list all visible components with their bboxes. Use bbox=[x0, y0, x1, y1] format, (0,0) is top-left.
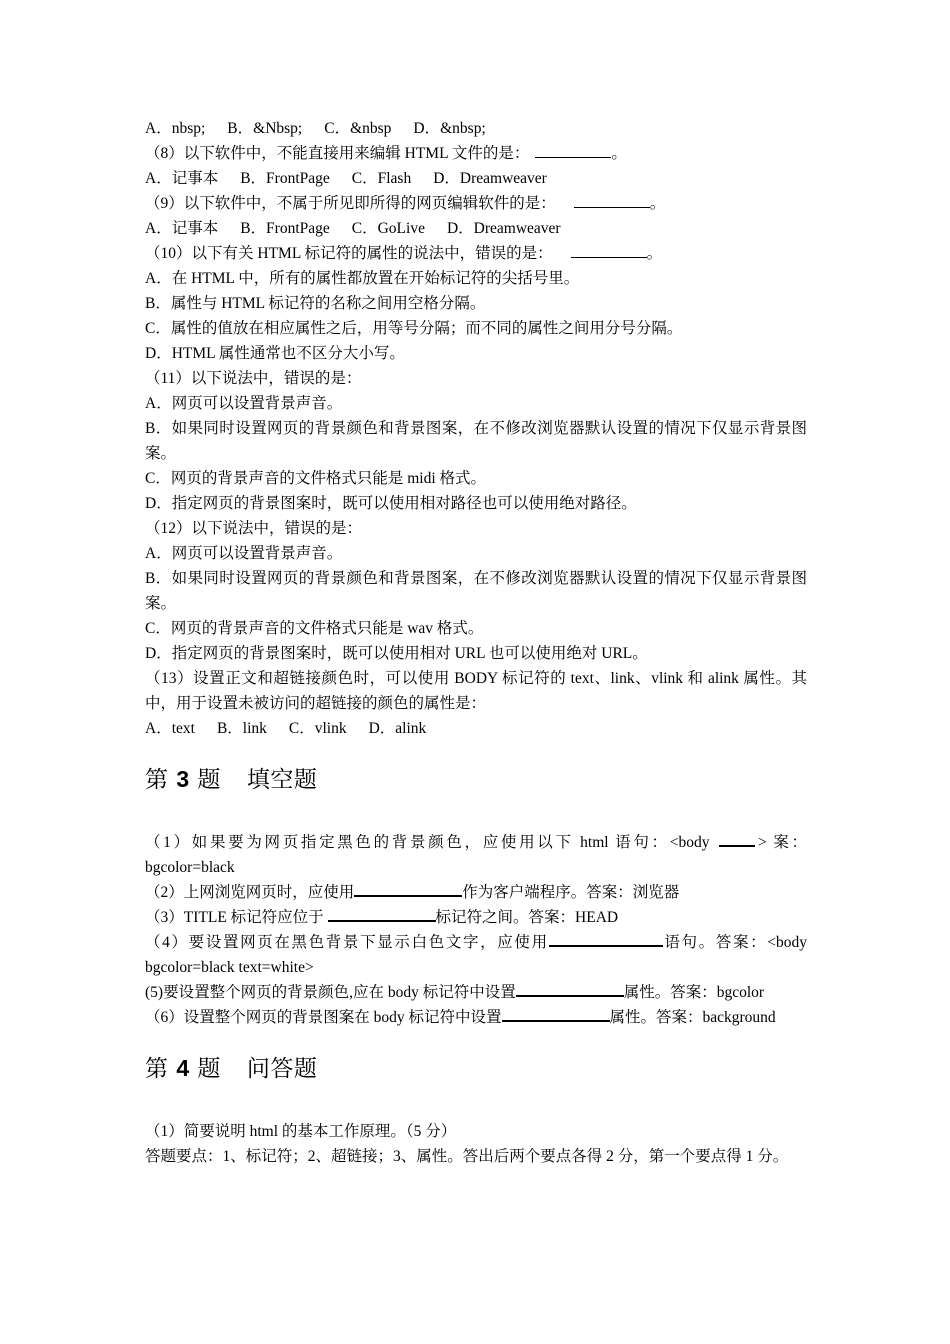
option-a: A．nbsp; bbox=[145, 120, 206, 137]
fill-item-2: （2）上网浏览网页时，应使用 作为客户端程序。答案：浏览器 bbox=[145, 880, 807, 905]
fill-item-6: （6）设置整个网页的背景图案在 body 标记符中设置 属性。答案：background bbox=[145, 1005, 807, 1030]
answer-blank bbox=[328, 906, 436, 922]
option-d: D．&nbsp; bbox=[413, 120, 486, 137]
option-c: C．&nbsp bbox=[324, 120, 392, 137]
answer-blank bbox=[574, 193, 650, 208]
section-3-heading: 第 3 题 填空题 bbox=[145, 766, 318, 793]
q10-option-c: C．属性的值放在相应属性之后，用等号分隔；而不同的属性之间用分号分隔。 bbox=[145, 320, 683, 337]
section-title: 问答题 bbox=[246, 1056, 318, 1082]
option-a: A．记事本 bbox=[145, 220, 219, 237]
option-d: D．Dreamweaver bbox=[446, 220, 561, 237]
option-d: D．Dreamweaver bbox=[433, 170, 547, 187]
qa-answer-1: 答题要点：1、标记符；2、超链接；3、属性。答出后两个要点各得 2 分，第一个要点得 1 分。 bbox=[145, 1148, 789, 1165]
option-a: A．text bbox=[145, 720, 195, 737]
q11-option-a: A．网页可以设置背景声音。 bbox=[145, 395, 343, 412]
option-b: B．FrontPage bbox=[240, 170, 330, 187]
q11-option-c: C．网页的背景声音的文件格式只能是 midi 格式。 bbox=[145, 470, 487, 487]
answer-blank bbox=[516, 981, 624, 997]
q10-option-b: B．属性与 HTML 标记符的名称之间用空格分隔。 bbox=[145, 295, 486, 312]
option-d: D．alink bbox=[368, 720, 427, 737]
q11-question: （11）以下说法中，错误的是： bbox=[145, 370, 362, 387]
q9-question: （9）以下软件中，不属于所见即所得的网页编辑软件的是： 。 bbox=[145, 195, 666, 212]
option-c: C．vlink bbox=[288, 720, 347, 737]
fill-item-4: （4）要设置网页在黑色背景下显示白色文字，应使用 语句。答案：<body bgcolor=black text=white> bbox=[145, 930, 807, 980]
q13-question: （13）设置正文和超链接颜色时，可以使用 BODY 标记符的 text、link、vlink 和 alink 属性。其中，用于设置未被访问的超链接的颜色的属性是： bbox=[145, 670, 807, 712]
q12-option-b: B．如果同时设置网页的背景颜色和背景图案，在不修改浏览器默认设置的情况下仅显示背景图案。 bbox=[145, 570, 807, 612]
option-b: B．&Nbsp; bbox=[227, 120, 303, 137]
answer-blank bbox=[502, 1006, 610, 1022]
q10-option-d: D．HTML 属性通常也不区分大小写。 bbox=[145, 345, 405, 362]
answer-blank bbox=[719, 831, 755, 847]
q8-question: （8）以下软件中，不能直接用来编辑 HTML 文件的是： 。 bbox=[145, 145, 627, 162]
q10-option-a: A．在 HTML 中，所有的属性都放置在开始标记符的尖括号里。 bbox=[145, 270, 580, 287]
q7-options bbox=[145, 116, 807, 141]
option-a: A．记事本 bbox=[145, 170, 219, 187]
option-c: C．GoLive bbox=[351, 220, 425, 237]
q12-option-a: A．网页可以设置背景声音。 bbox=[145, 545, 343, 562]
q13-options bbox=[145, 716, 807, 741]
q11-option-d: D．指定网页的背景图案时，既可以使用相对路径也可以使用绝对路径。 bbox=[145, 495, 637, 512]
option-b: B．FrontPage bbox=[240, 220, 330, 237]
section-4-heading: 第 4 题 问答题 bbox=[145, 1055, 318, 1082]
fill-item-3: （3）TITLE 标记符应位于 标记符之间。答案：HEAD bbox=[145, 905, 807, 930]
q12-question: （12）以下说法中，错误的是： bbox=[145, 520, 363, 537]
answer-blank bbox=[535, 143, 611, 158]
qa-question-1: （1）简要说明 html 的基本工作原理。（5 分） bbox=[145, 1123, 457, 1140]
section-title: 填空题 bbox=[246, 767, 318, 793]
option-b: B．link bbox=[216, 720, 267, 737]
document-page bbox=[145, 116, 807, 1169]
q12-option-c: C．网页的背景声音的文件格式只能是 wav 格式。 bbox=[145, 620, 484, 637]
answer-blank bbox=[571, 243, 647, 258]
answer-blank bbox=[549, 931, 663, 947]
q12-option-d: D．指定网页的背景图案时，既可以使用相对 URL 也可以使用绝对 URL。 bbox=[145, 645, 648, 662]
q10-question: （10）以下有关 HTML 标记符的属性的说法中，错误的是： 。 bbox=[145, 245, 663, 262]
q8-options bbox=[145, 166, 807, 191]
fill-item-5: (5)要设置整个网页的背景颜色,应在 body 标记符中设置 属性。答案：bgcolor bbox=[145, 980, 807, 1005]
option-c: C．Flash bbox=[351, 170, 412, 187]
q9-options bbox=[145, 216, 807, 241]
answer-blank bbox=[354, 881, 462, 897]
q11-option-b: B．如果同时设置网页的背景颜色和背景图案，在不修改浏览器默认设置的情况下仅显示背景图案。 bbox=[145, 420, 807, 462]
fill-item-1: （1）如果要为网页指定黑色的背景颜色，应使用以下 html 语句：<body > 案：bgcolor=black bbox=[145, 830, 807, 880]
